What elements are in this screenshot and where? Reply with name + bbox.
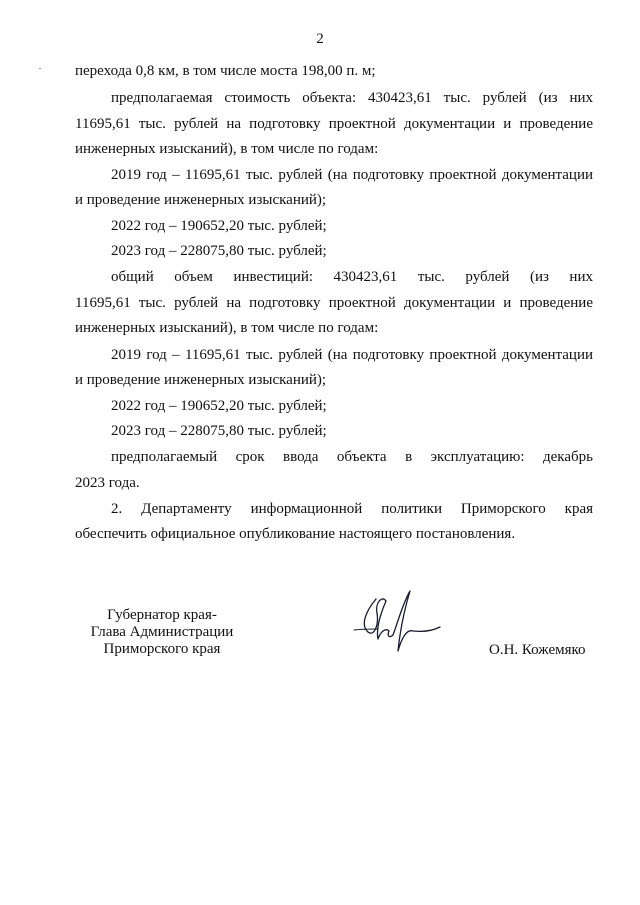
text-line-10: 11695,61 тыс. рублей на подготовку проектной документации и проведение — [75, 295, 593, 311]
text-line-9: общий объем инвестиций: 430423,61 тыс. рублей (из них — [111, 269, 593, 285]
signer-title-line-3: Приморского края — [103, 641, 221, 657]
page-number: 2 — [316, 31, 324, 47]
signer-title-line-2: Глава Администрации — [90, 624, 234, 640]
text-line-4: инженерных изысканий), в том числе по годам: — [75, 141, 379, 157]
signature-block — [0, 600, 640, 670]
text-line-7: 2022 год – 190652,20 тыс. рублей; — [111, 218, 327, 234]
text-line-12: 2019 год – 11695,61 тыс. рублей (на подготовку проектной документации — [111, 347, 593, 363]
handwritten-signature — [352, 585, 442, 660]
text-line-13: и проведение инженерных изысканий); — [75, 372, 327, 388]
signer-title-line-1: Губернатор края- — [107, 607, 217, 623]
text-line-15: 2023 год – 228075,80 тыс. рублей; — [111, 423, 327, 439]
text-line-11: инженерных изысканий), в том числе по годам: — [75, 320, 379, 336]
text-line-5: 2019 год – 11695,61 тыс. рублей (на подготовку проектной документации — [111, 167, 593, 183]
scan-speck — [39, 68, 41, 69]
text-line-16: предполагаемый срок ввода объекта в эксплуатацию: декабрь — [111, 449, 593, 465]
text-line-17: 2023 года. — [75, 475, 140, 491]
text-line-3: 11695,61 тыс. рублей на подготовку проектной документации и проведение — [75, 116, 593, 132]
text-line-19: обеспечить официальное опубликование настоящего постановления. — [75, 526, 516, 542]
text-line-6: и проведение инженерных изысканий); — [75, 192, 327, 208]
text-line-18: 2. Департаменту информационной политики Приморского края — [111, 501, 593, 517]
signer-name: О.Н. Кожемяко — [489, 642, 586, 658]
text-line-8: 2023 год – 228075,80 тыс. рублей; — [111, 243, 327, 259]
text-line-1: перехода 0,8 км, в том числе моста 198,00 п. м; — [75, 63, 376, 79]
text-line-14: 2022 год – 190652,20 тыс. рублей; — [111, 398, 327, 414]
text-line-2: предполагаемая стоимость объекта: 430423,61 тыс. рублей (из них — [111, 90, 593, 106]
